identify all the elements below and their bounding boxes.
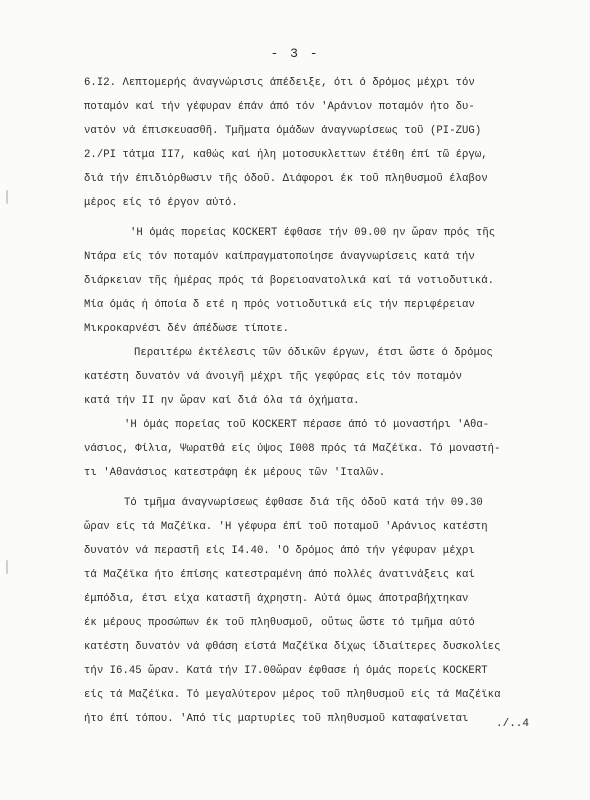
text-line: 2./PI τάτμα II7, καθώς καί ἡλη μοτοσυκλεττων έτέθη έπί τῶ έργω, <box>84 149 488 161</box>
text-line: Ντάρα είς τόν ποταμόν καίπραγματοποίησε άναγνωρίσεις κατά τήν <box>84 251 475 263</box>
text-line: κατέστη δυνατόν νά φθάση είστά Μαζέϊκα δίχως ίδιαίτερες δυσκολίες <box>84 641 501 653</box>
page-number: - 3 - <box>270 46 320 61</box>
text-line: τι 'Αθανάσιος κατεστράφη έκ μέρους τῶν 'Ιταλῶν. <box>84 467 386 479</box>
text-line: νάσιος, Φίλια, Ψωρατθά είς ύψος I008 πρός τά Μαζέϊκα. Τό μοναστή- <box>84 443 501 455</box>
binder-hole-mark <box>6 560 8 574</box>
text-line: είς τά Μαζέϊκα. Τό μεγαλύτερον μέρος τοῦ πληθυσμοῦ είς τά Μαζέϊκα <box>84 689 501 701</box>
text-line: νατόν νά έπισκευασθῆ. Τμῆματα όμάδων άναγνωρίσεως τοῦ (PI-ZUG) <box>84 125 482 137</box>
text-line: 'Η όμάς πορείας τοῦ KOCKERT πέρασε άπό τό μοναστήρι 'Αθα- <box>124 419 490 431</box>
continuation-marker: ./..4 <box>496 718 530 730</box>
text-line: διάρκειαν τῆς ἡμέρας πρός τά βορειοανατολικά καί τά νοτιοδυτικά. <box>84 275 495 287</box>
text-line: μέρος είς τό έργον αύτό. <box>84 197 238 209</box>
text-line: κατέστη δυνατόν νά άνοιγῆ μέχρι τῆς γεφύρας είς τόν ποταμόν <box>84 371 463 383</box>
text-line: ποταμόν καί τήν γέφυραν έπάν άπό τόν 'Αράνιον ποταμόν ήτο δυ- <box>84 101 475 113</box>
text-line: Περαιτέρω έκτέλεσις τῶν όδικῶν έργων, έτσι ὥστε ό δρόμος <box>134 347 493 359</box>
text-line: ὥραν είς τά Μαζέϊκα. 'Η γέφυρα έπί τοῦ ποταμοῦ 'Αράνιος κατέστη <box>84 521 488 533</box>
text-line: ήτο έπί τόπου. 'Από τίς μαρτυρίες τοῦ πληθυσμοῦ καταφαίνεται <box>84 713 469 725</box>
text-line: έκ μέρους προσώπων έκ τοῦ πληθυσμοῦ, οὕτως ὥστε τό τμῆμα αύτό <box>84 617 475 629</box>
text-line: κατά τήν II ην ὥραν καί διά όλα τά όχήματα. <box>84 395 360 407</box>
text-line: τά Μαζέϊκα ήτο έπίσης κατεστραμένη άπό πολλές άνατινάξεις καί <box>84 569 475 581</box>
text-line: Μικροκαρνέσι δέν άπέδωσε τίποτε. <box>84 323 290 335</box>
text-line: 'Η όμάς πορείας KOCKERT έφθασε τήν 09.00 ην ὥραν πρός τῆς <box>130 227 496 239</box>
text-line: Μία όμάς ἡ όποία δ ετέ η πρός νοτιοδυτικά είς τήν περιφέρειαν <box>84 299 475 311</box>
binder-hole-mark <box>6 190 8 204</box>
text-line: Τό τμῆμα άναγνωρίσεως έφθασε διά τῆς όδοῦ κατά τήν 09.30 <box>124 497 483 509</box>
text-line: τήν I6.45 ὥραν. Κατά τήν I7.00ὥραν έφθασε ἡ όμάς πορείς KOCKERT <box>84 665 488 677</box>
text-line: 6.I2. Λεπτομερής άναγνώρισις άπέδειξε, ότι ό δρόμος μέχρι τόν <box>84 77 475 89</box>
text-line: έμπόδια, έτσι είχα καταστῆ άχρηστη. Αύτά όμως άποτραβήχτηκαν <box>84 593 469 605</box>
text-line: διά τήν έπιδιόρθωσιν τῆς όδοῦ. Διάφοροι έκ τοῦ πληθυσμοῦ έλαβον <box>84 173 488 185</box>
text-line: δυνατόν νά περαστῆ είς I4.40. 'Ο δρόμος άπό τήν γέφυραν μέχρι <box>84 545 475 557</box>
